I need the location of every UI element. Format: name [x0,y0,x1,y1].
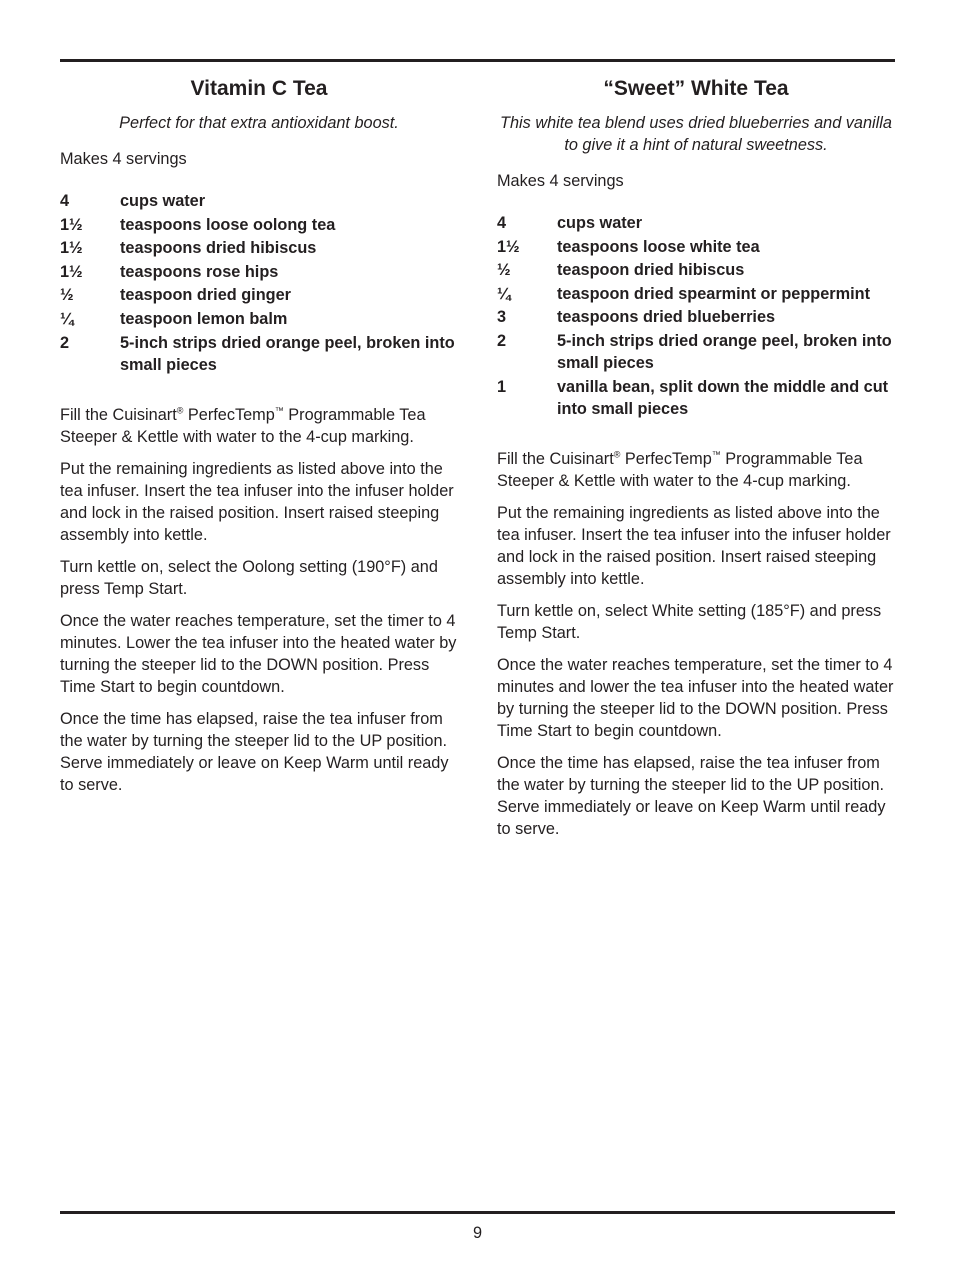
trademark-mark: ™ [711,449,721,460]
ingredient-row [497,306,895,328]
instruction-fill: Fill the Cuisinart® PerfecTemp™ Programmable Tea Steeper & Kettle with water to the 4-cup marking. [60,405,426,446]
ingredient-row [60,190,458,212]
ingredient-quantity: 1½ [60,215,83,234]
ingredient-quantity: 1½ [60,262,83,281]
bottom-rule [60,1211,895,1214]
instruction-step: Once the time has elapsed, raise the tea infuser from the water by turning the steeper lid to the UP position. Serve immediately or leave on Keep Warm until ready to serve. [60,709,449,794]
recipe-instructions [497,448,895,840]
recipe-sweet-white-tea [497,75,895,850]
instruction-fill: Fill the Cuisinart® PerfecTemp™ Programmable Tea Steeper & Kettle with water to the 4-cup marking. [497,449,863,490]
instruction-step: Once the water reaches temperature, set the timer to 4 minutes and lower the tea infuser into the heated water by turning the steeper lid to the DOWN position. Press Time Start to begin countdown. [497,655,894,740]
ingredient-quantity: 1½ [497,237,520,256]
recipe-servings: Makes 4 servings [60,150,187,168]
recipe-subtitle: Perfect for that extra antioxidant boost. [119,114,399,132]
trademark-mark: ™ [274,405,284,416]
ingredient-quantity: 1 [497,377,507,396]
ingredient-name: teaspoon lemon balm [120,309,288,328]
recipe-instructions [60,404,458,796]
ingredient-quantity: ¼ [497,284,511,303]
instruction-step: Turn kettle on, select White setting (185°F) and press Temp Start. [497,601,882,642]
instruction-step: Put the remaining ingredients as listed above into the tea infuser. Insert the tea infuser into the infuser holder and lock in the raised position. Insert raised steeping assembly into kettle. [60,459,454,544]
instruction-step: Once the water reaches temperature, set the timer to 4 minutes. Lower the tea infuser into the heated water by turning the steeper lid to the DOWN position. Press Time Start to begin countdown. [60,611,457,696]
ingredient-row [60,237,458,259]
instruction-step: Turn kettle on, select the Oolong setting (190°F) and press Temp Start. [60,557,438,598]
page-number: 9 [472,1224,483,1242]
ingredient-row [60,308,458,330]
ingredient-quantity: 3 [497,308,507,327]
ingredient-row [497,212,895,234]
recipe-vitamin-c-tea [60,75,458,806]
ingredient-name: cups water [120,192,206,210]
recipe-subtitle: This white tea blend uses dried blueberries and vanilla to give it a hint of natural sweetness. [500,114,892,154]
ingredient-row [497,376,895,420]
ingredient-name: teaspoons loose oolong tea [120,215,336,234]
ingredient-row [60,214,458,236]
ingredient-row [60,261,458,283]
ingredient-row [497,330,895,374]
ingredient-name: teaspoon dried spearmint or peppermint [557,284,871,303]
instruction-step: Once the time has elapsed, raise the tea infuser from the water by turning the steeper lid to the UP position. Serve immediately or leave on Keep Warm until ready to serve. [497,753,886,838]
ingredient-quantity: ½ [497,261,511,280]
ingredient-name: teaspoons dried hibiscus [120,239,317,258]
ingredient-quantity: ½ [60,286,74,305]
instruction-step: Put the remaining ingredients as listed above into the tea infuser. Insert the tea infuser into the infuser holder and lock in the raised position. Insert raised steeping assembly into kettle. [497,503,891,588]
recipe-title: Vitamin C Tea [190,77,328,100]
ingredient-row [60,332,458,376]
ingredient-name: teaspoons rose hips [120,262,279,281]
ingredient-name: 5-inch strips dried orange peel, broken into small pieces [557,331,892,372]
ingredient-name: 5-inch strips dried orange peel, broken into small pieces [120,333,455,374]
ingredient-quantity: 2 [497,331,507,350]
ingredient-row [60,284,458,306]
recipe-title: “Sweet” White Tea [603,77,789,100]
ingredient-list [60,190,458,376]
ingredient-quantity: 4 [60,192,70,210]
ingredient-name: cups water [557,214,643,232]
registered-mark: ® [613,449,621,460]
ingredient-list [497,212,895,420]
recipe-servings: Makes 4 servings [497,172,624,190]
ingredient-name: teaspoon dried hibiscus [557,261,745,280]
ingredient-name: teaspoons dried blueberries [557,308,776,327]
top-rule [60,59,895,62]
ingredient-row [497,283,895,305]
ingredient-quantity: 4 [497,214,507,232]
ingredient-quantity: ¼ [60,309,74,328]
ingredient-name: teaspoon dried ginger [120,286,291,305]
registered-mark: ® [176,405,184,416]
ingredient-name: vanilla bean, split down the middle and cut into small pieces [557,377,889,418]
ingredient-name: teaspoons loose white tea [557,237,760,256]
ingredient-quantity: 1½ [60,239,83,258]
ingredient-row [497,236,895,258]
ingredient-row [497,259,895,281]
ingredient-quantity: 2 [60,333,70,352]
